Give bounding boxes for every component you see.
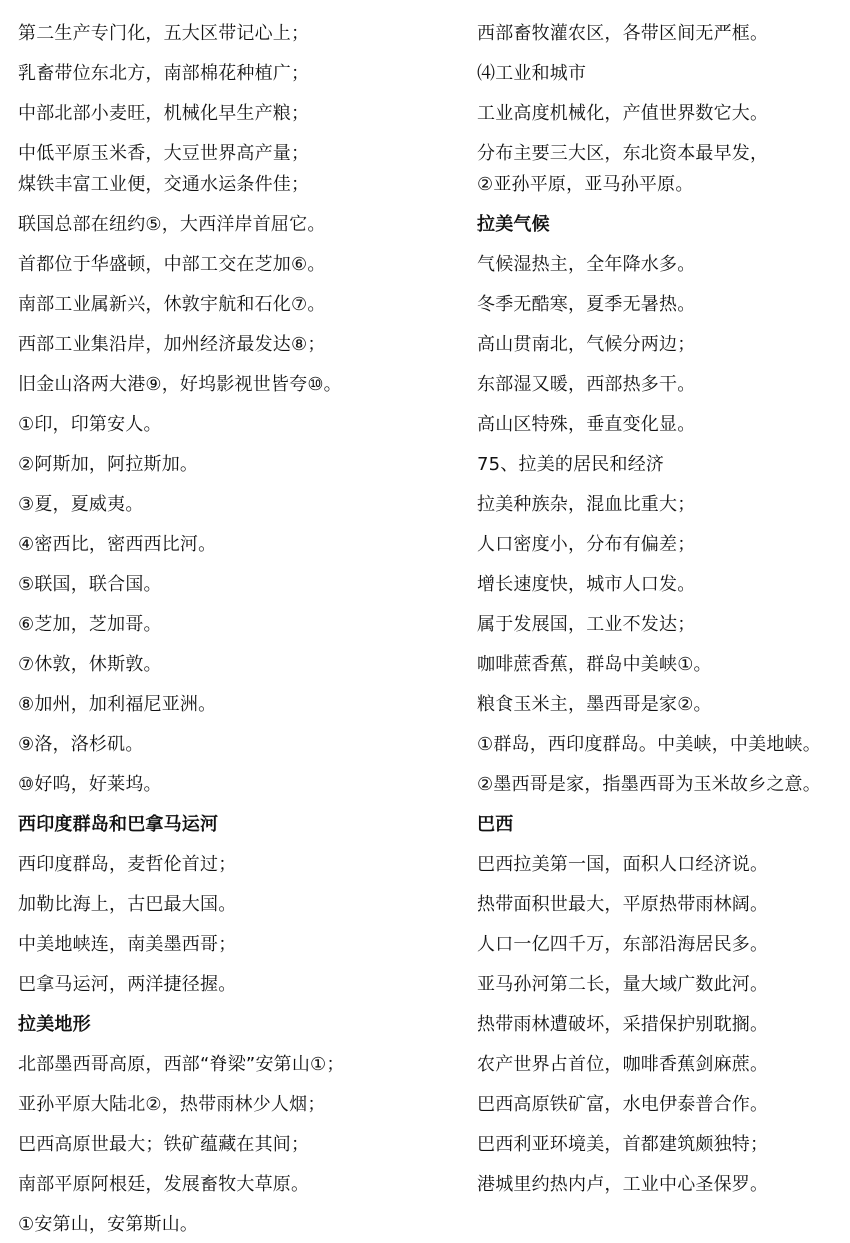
text-line: 中部北部小麦旺，机械化早生产粮；	[18, 103, 310, 124]
text-line: 巴西高原世最大；铁矿蕴藏在其间；	[18, 1134, 310, 1155]
subsection-heading: ⑷工业和城市	[477, 63, 587, 84]
text-line: 乳畜带位东北方，南部棉花种植广；	[18, 63, 310, 84]
text-line: 煤铁丰富工业便，交通水运条件佳；	[18, 174, 310, 195]
text-line: 高山贯南北，气候分两边；	[477, 334, 696, 355]
footnote: ⑤联国，联合国。	[18, 574, 162, 595]
text-line: 第二生产专门化，五大区带记心上；	[18, 23, 310, 44]
text-line: 拉美种族杂，混血比重大；	[477, 494, 696, 515]
text-line: 热带雨林遭破坏，采措保护别耽搁。	[477, 1014, 769, 1035]
text-line: 巴西利亚环境美，首都建筑颇独特；	[477, 1134, 769, 1155]
footnote: ⑩好呜，好莱坞。	[18, 774, 162, 795]
text-line: 中美地峡连，南美墨西哥；	[18, 934, 237, 955]
text-line: 增长速度快，城市人口发。	[477, 574, 696, 595]
footnote: ①安第山，安第斯山。	[18, 1214, 199, 1235]
text-line: 人口密度小，分布有偏差；	[477, 534, 696, 555]
text-line: 巴西拉美第一国，面积人口经济说。	[477, 854, 769, 875]
footnote: ②墨西哥是家，指墨西哥为玉米故乡之意。	[477, 774, 821, 795]
text-line: 气候湿热主，全年降水多。	[477, 254, 696, 275]
text-line: 巴西高原铁矿富，水电伊泰普合作。	[477, 1094, 769, 1115]
text-line: 工业高度机械化，产值世界数它大。	[477, 103, 769, 124]
text-line: 咖啡蔗香蕉，群岛中美峡①。	[477, 654, 712, 675]
text-line: 热带面积世最大，平原热带雨林阔。	[477, 894, 769, 915]
text-line: 旧金山洛两大港⑨，好坞影视世皆夸⑩。	[18, 374, 342, 395]
text-line: 联国总部在纽约⑤，大西洋岸首屈它。	[18, 214, 326, 235]
text-line: 西部畜牧灌农区，各带区间无严框。	[477, 23, 769, 44]
text-line: 北部墨西哥高原，西部“脊梁”安第山①；	[18, 1054, 345, 1075]
text-line: 高山区特殊，垂直变化显。	[477, 414, 696, 435]
text-line: 港城里约热内卢，工业中心圣保罗。	[477, 1174, 769, 1195]
text-line: 中低平原玉米香，大豆世界高产量；	[18, 143, 310, 164]
text-line: 南部工业属新兴，休敦宇航和石化⑦。	[18, 294, 326, 315]
footnote: ⑨洛，洛杉矶。	[18, 734, 144, 755]
footnote: ①群岛，西印度群岛。中美峡，中美地峡。	[477, 734, 821, 755]
footnote: ①印，印第安人。	[18, 414, 162, 435]
text-line: 巴拿马运河，两洋捷径握。	[18, 974, 237, 995]
footnote: ③夏，夏威夷。	[18, 494, 144, 515]
text-line: 西部工业集沿岸，加州经济最发达⑧；	[18, 334, 326, 355]
footnote: ⑥芝加，芝加哥。	[18, 614, 162, 635]
section-heading: 西印度群岛和巴拿马运河	[18, 814, 219, 835]
section-heading: 拉美气候	[477, 214, 550, 235]
text-line: 分布主要三大区，东北资本最早发，	[477, 143, 769, 164]
text-line: 亚马孙河第二长，量大域广数此河。	[477, 974, 769, 995]
text-line: 首都位于华盛顿，中部工交在芝加⑥。	[18, 254, 326, 275]
subsection-heading: 75、拉美的居民和经济	[477, 454, 665, 475]
text-line: 属于发展国，工业不发达；	[477, 614, 696, 635]
footnote: ⑧加州，加利福尼亚洲。	[18, 694, 217, 715]
text-line: 人口一亿四千万，东部沿海居民多。	[477, 934, 769, 955]
text-line: 西印度群岛，麦哲伦首过；	[18, 854, 237, 875]
text-line: 农产世界占首位，咖啡香蕉剑麻蔗。	[477, 1054, 769, 1075]
footnote: ②阿斯加，阿拉斯加。	[18, 454, 199, 475]
text-line: 粮食玉米主，墨西哥是家②。	[477, 694, 712, 715]
text-line: 东部湿又暖，西部热多干。	[477, 374, 696, 395]
section-heading: 巴西	[477, 814, 514, 835]
text-line: 冬季无酷寒，夏季无暑热。	[477, 294, 696, 315]
text-line: 南部平原阿根廷，发展畜牧大草原。	[18, 1174, 310, 1195]
section-heading: 拉美地形	[18, 1014, 91, 1035]
text-line: 亚孙平原大陆北②，热带雨林少人烟；	[18, 1094, 326, 1115]
text-line: 加勒比海上，古巴最大国。	[18, 894, 237, 915]
footnote: ⑦休敦，休斯敦。	[18, 654, 162, 675]
footnote: ④密西比，密西西比河。	[18, 534, 217, 555]
footnote: ②亚孙平原，亚马孙平原。	[477, 174, 694, 195]
